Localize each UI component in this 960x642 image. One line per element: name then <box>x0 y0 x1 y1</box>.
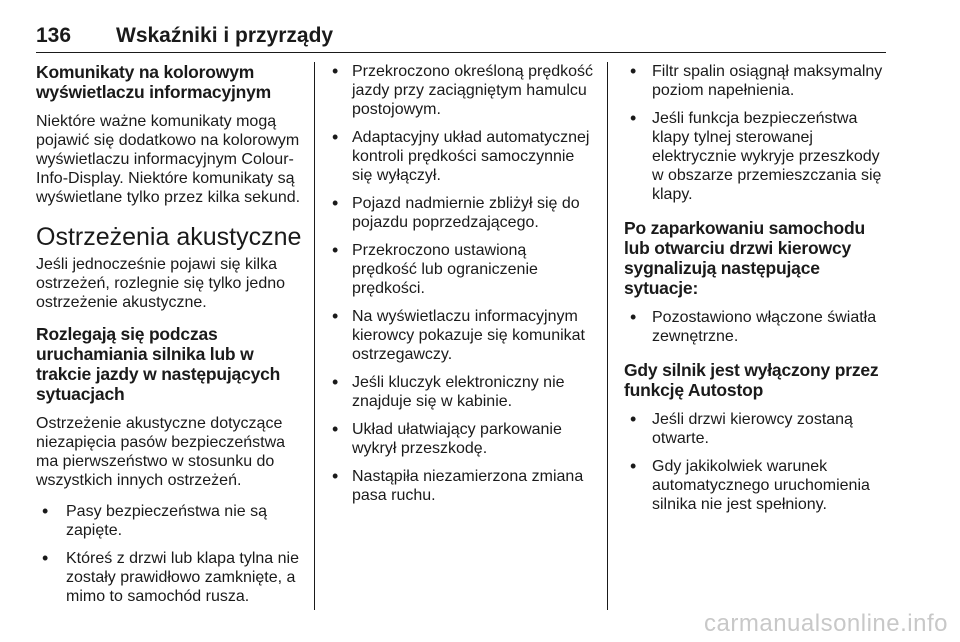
bullet-list-col3-bottom <box>624 410 892 514</box>
list-item: • Jeśli drzwi kierowcy zostaną otwarte. <box>624 410 892 448</box>
paragraph-multiple-warnings: Jeśli jednocześnie pojawi się kilka ostrzeżeń, rozlegnie się tylko jedno ostrzeżenie akustyczne. <box>36 256 286 311</box>
bullet-list-col3-mid <box>624 308 892 346</box>
list-item: • Jeśli funkcja bezpieczeństwa klapy tylnej sterowanej elektrycznie wykryje przeszkody w obszarze przemieszczania się klapy. <box>624 109 892 204</box>
bullet-list-col1 <box>36 502 304 606</box>
list-item: • Jeśli kluczyk elektroniczny nie znajduje się w kabinie. <box>330 373 595 411</box>
list-item: • Nastąpiła niezamierzona zmiana pasa ruchu. <box>330 467 595 505</box>
list-item: • Pasy bezpieczeństwa nie są zapięte. <box>36 502 304 540</box>
heading-engine-start-driving: Rozlegają się podczas uruchamiania silnika lub w trakcie jazdy w następujących sytuacjach <box>36 324 281 404</box>
list-item: • Przekroczono określoną prędkość jazdy przy zaciągniętym hamulcu postojowym. <box>330 62 595 119</box>
list-item: • Na wyświetlaczu informacyjnym kierowcy pokazuje się komunikat ostrzegawczy. <box>330 307 595 364</box>
paragraph-seatbelt-priority: Ostrzeżenie akustyczne dotyczące niezapięcia pasów bezpieczeństwa ma pierwszeństwo w stosunku do wszystkich innych ostrzeżeń. <box>36 415 286 489</box>
list-item: • Filtr spalin osiągnął maksymalny poziom napełnienia. <box>624 62 892 100</box>
list-item: • Adaptacyjny układ automatycznej kontroli prędkości samoczynnie się wyłączył. <box>330 128 595 185</box>
list-item: • Przekroczono ustawioną prędkość lub ograniczenie prędkości. <box>330 241 595 298</box>
bullet-list-col3-top <box>624 62 892 204</box>
list-item: • Któreś z drzwi lub klapa tylna nie zostały prawidłowo zamknięte, a mimo to samochód rusza. <box>36 549 304 606</box>
column-1 <box>36 62 304 615</box>
page-number: 136 <box>36 24 72 47</box>
column-divider-2 <box>607 62 608 610</box>
heading-color-display-messages: Komunikaty na kolorowym wyświetlaczu informacyjnym <box>36 62 272 102</box>
heading-autostop: Gdy silnik jest wyłączony przez funkcję Autostop <box>624 360 879 400</box>
heading-after-parking: Po zaparkowaniu samochodu lub otwarciu drzwi kierowcy sygnalizują następujące sytuacje: <box>624 218 866 298</box>
list-item: • Gdy jakikolwiek warunek automatycznego uruchomienia silnika nie jest spełniony. <box>624 457 892 514</box>
paragraph-display-messages: Niektóre ważne komunikaty mogą pojawić się dodatkowo na kolorowym wyświetlaczu informacyjnym Colour-Info-Display. Niektóre komunikaty są wyświetlane tylko przez kilka sekund. <box>36 113 301 206</box>
bullet-list-col2 <box>330 62 595 505</box>
list-item: • Układ ułatwiający parkowanie wykrył przeszkodę. <box>330 420 595 458</box>
page-header <box>36 22 886 53</box>
list-item: • Pojazd nadmiernie zbliżył się do pojazdu poprzedzającego. <box>330 194 595 232</box>
column-divider-1 <box>314 62 315 610</box>
watermark: carmanualsonline.info <box>704 610 948 637</box>
column-2 <box>330 62 595 514</box>
section-title-acoustic-warnings: Ostrzeżenia akustyczne <box>36 223 302 251</box>
column-3 <box>624 62 892 523</box>
list-item: • Pozostawiono włączone światła zewnętrzne. <box>624 308 892 346</box>
chapter-title: Wskaźniki i przyrządy <box>116 24 334 47</box>
